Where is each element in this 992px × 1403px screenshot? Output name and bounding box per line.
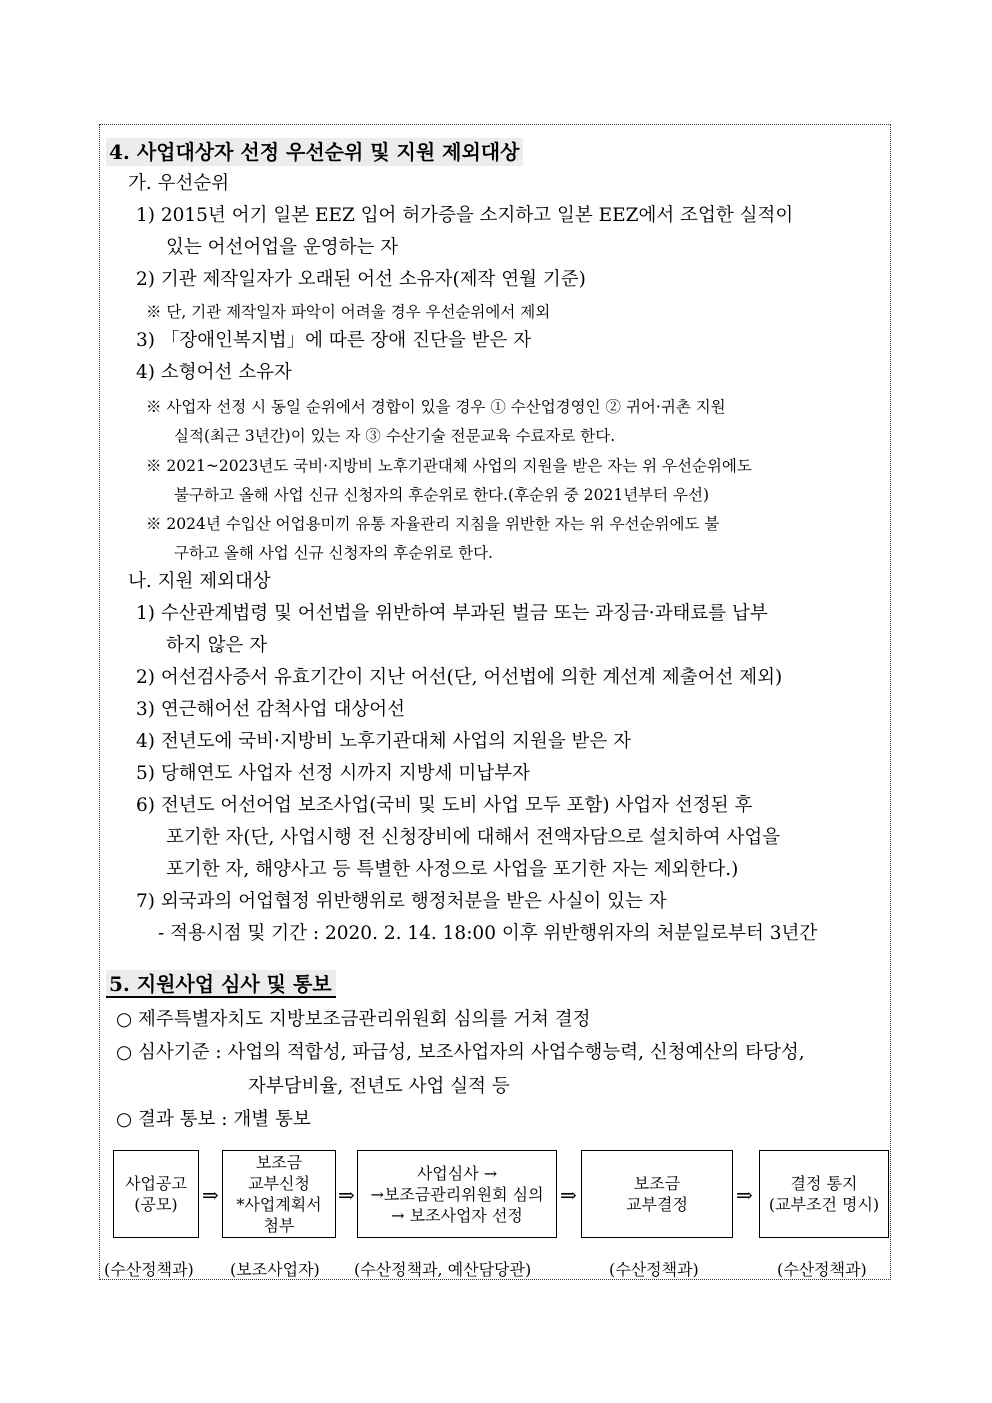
- flow-step-announcement: [113, 1150, 199, 1238]
- flow-arrow: ⇒: [202, 1183, 219, 1207]
- note-2-line-2: 불구하고 올해 사업 신규 신청자의 후순위로 한다.(후순위 중 2021년부터 우선): [174, 486, 710, 504]
- flow-arrow: ⇒: [560, 1183, 577, 1207]
- flow-step-text: [769, 1173, 879, 1215]
- flow-step-line: → 보조사업자 선정: [391, 1205, 523, 1225]
- flow-step-line: 사업공고: [125, 1174, 187, 1193]
- exclusion-item-6-line-2: 포기한 자(단, 사업시행 전 신청장비에 대해서 전액자담으로 설치하여 사업을: [166, 827, 781, 848]
- note-2-line-1: ※ 2021~2023년도 국비·지방비 노후기관대체 사업의 지원을 받은 자는 위 우선순위에도: [146, 457, 752, 475]
- flow-caption: (보조사업자): [230, 1260, 320, 1279]
- flow-caption: (수산정책과): [777, 1260, 867, 1279]
- flow-step-text: [236, 1152, 321, 1236]
- flow-step-line: (교부조건 명시): [768, 1195, 880, 1214]
- review-item-2-line-2: 자부담비율, 전년도 사업 실적 등: [248, 1076, 510, 1097]
- exclusion-item-5: 5) 당해연도 사업자 선정 시까지 지방세 미납부자: [136, 763, 530, 784]
- flow-step-review: [357, 1150, 557, 1238]
- subheading-priority: 가. 우선순위: [128, 173, 230, 194]
- flow-step-text: [370, 1163, 543, 1226]
- priority-item-4: 4) 소형어선 소유자: [136, 362, 292, 383]
- flow-step-line: 사업심사 →: [416, 1163, 498, 1183]
- flow-step-text: [125, 1173, 187, 1215]
- section-4-heading: 4. 사업대상자 선정 우선순위 및 지원 제외대상: [106, 138, 523, 166]
- exclusion-item-6-line-3: 포기한 자, 해양사고 등 특별한 사정으로 사업을 포기한 자는 제외한다.): [166, 859, 739, 880]
- flow-caption: (수산정책과, 예산담당관): [354, 1260, 532, 1279]
- exclusion-item-6-line-1: 6) 전년도 어선어업 보조사업(국비 및 도비 사업 모두 포함) 사업자 선정된 후: [136, 795, 753, 816]
- exclusion-item-3: 3) 연근해어선 감척사업 대상어선: [136, 699, 405, 720]
- priority-item-2: 2) 기관 제작일자가 오래된 어선 소유자(제작 연월 기준): [136, 269, 586, 290]
- exclusion-item-1-line-2: 하지 않은 자: [166, 635, 268, 656]
- exclusion-item-1-line-1: 1) 수산관계법령 및 어선법을 위반하여 부과된 벌금 또는 과징금·과태료를 납부: [136, 603, 768, 624]
- note-3-line-1: ※ 2024년 수입산 어업용미끼 유통 자율관리 지침을 위반한 자는 위 우선순위에도 불: [146, 515, 720, 533]
- flow-arrow: ⇒: [736, 1183, 753, 1207]
- subheading-exclusions: 나. 지원 제외대상: [128, 571, 271, 592]
- exclusion-item-7: 7) 외국과의 어업협정 위반행위로 행정처분을 받은 사실이 있는 자: [136, 891, 667, 912]
- flow-arrow: ⇒: [338, 1183, 355, 1207]
- flow-step-line: (공모): [134, 1195, 178, 1214]
- flow-step-line: 교부신청: [248, 1174, 310, 1193]
- priority-item-1-line-1: [136, 204, 884, 228]
- flow-step-line: 결정 통지: [790, 1174, 858, 1193]
- note-1-line-1: ※ 사업자 선정 시 동일 순위에서 경합이 있을 경우 ① 수산업경영인 ② 귀어·귀촌 지원: [146, 398, 726, 416]
- flow-step-line: 첨부: [263, 1216, 295, 1235]
- flow-step-line: *사업계획서: [236, 1195, 322, 1214]
- note-3-line-2: 구하고 올해 사업 신규 신청자의 후순위로 한다.: [174, 544, 493, 562]
- flow-step-line: →보조금관리위원회 심의: [370, 1184, 544, 1204]
- flow-step-notification: [759, 1150, 889, 1238]
- flow-caption: (수산정책과): [104, 1260, 194, 1279]
- priority-item-1-line-2: 있는 어선어업을 운영하는 자: [166, 237, 399, 258]
- review-item-1: ○ 제주특별자치도 지방보조금관리위원회 심의를 거쳐 결정: [116, 1009, 591, 1030]
- flow-caption: (수산정책과): [609, 1260, 699, 1279]
- flow-step-line: 보조금: [255, 1153, 303, 1172]
- flow-step-grant-decision: [581, 1150, 733, 1238]
- priority-item-2-note: ※ 단, 기관 제작일자 파악이 어려울 경우 우선순위에서 제외: [146, 303, 551, 321]
- section-5-heading: 5. 지원사업 심사 및 통보: [106, 970, 336, 998]
- exclusion-item-4: 4) 전년도에 국비·지방비 노후기관대체 사업의 지원을 받은 자: [136, 731, 631, 752]
- text-segment: 1) 2015년 어기 일본 EEZ 입어 허가증을 소지하고 일본 EEZ에서 조업한 실적이: [136, 205, 794, 226]
- flow-step-line: 보조금: [633, 1174, 681, 1193]
- exclusion-item-7-sub: - 적용시점 및 기간 : 2020. 2. 14. 18:00 이후 위반행위자의 처분일로부터 3년간: [158, 923, 818, 944]
- flow-step-text: [626, 1173, 688, 1215]
- flow-step-line: 교부결정: [626, 1195, 688, 1214]
- exclusion-item-2: 2) 어선검사증서 유효기간이 지난 어선(단, 어선법에 의한 계선계 제출어선 제외): [136, 667, 783, 688]
- review-item-3: ○ 결과 통보 : 개별 통보: [116, 1109, 311, 1130]
- review-item-2-line-1: ○ 심사기준 : 사업의 적합성, 파급성, 보조사업자의 사업수행능력, 신청예산의 타당성,: [116, 1042, 805, 1063]
- flow-step-application: [222, 1150, 336, 1238]
- note-1-line-2: 실적(최근 3년간)이 있는 자 ③ 수산기술 전문교육 수료자로 한다.: [174, 427, 616, 445]
- priority-item-3: 3) 「장애인복지법」에 따른 장애 진단을 받은 자: [136, 330, 532, 351]
